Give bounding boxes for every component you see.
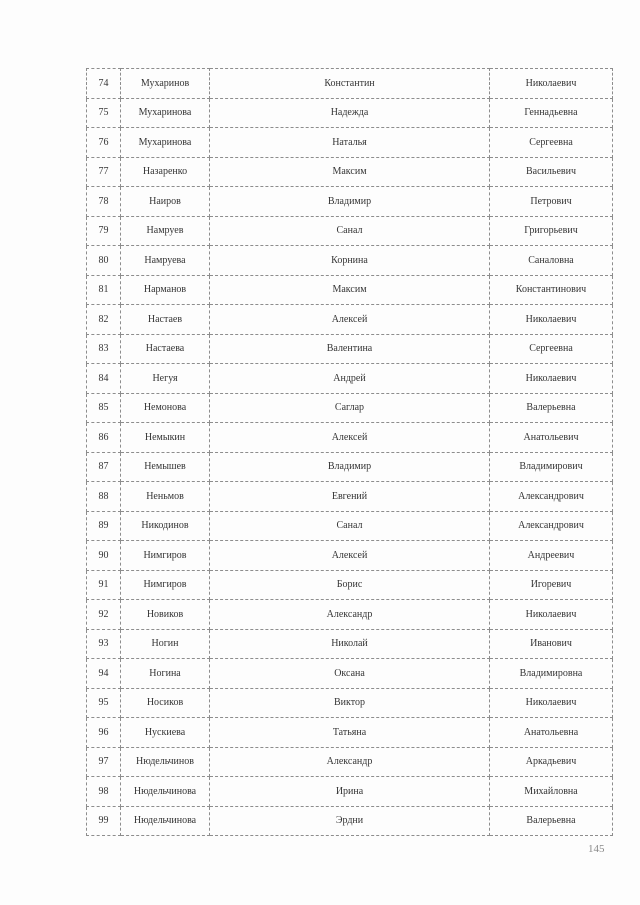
first-name-cell: Корнина [210,246,490,276]
first-name-cell: Владимир [210,452,490,482]
last-name-cell: Нускиева [121,718,210,748]
table-row [87,482,613,512]
row-number-cell: 99 [87,806,121,836]
first-name-cell: Саглар [210,393,490,423]
table-row [87,305,613,335]
first-name-cell: Татьяна [210,718,490,748]
patronymic-cell: Игоревич [490,570,613,600]
row-number-cell: 93 [87,629,121,659]
row-number-cell: 92 [87,600,121,630]
last-name-cell: Ногина [121,659,210,689]
first-name-cell: Александр [210,600,490,630]
patronymic-cell: Николаевич [490,688,613,718]
last-name-cell: Ногин [121,629,210,659]
row-number-cell: 81 [87,275,121,305]
last-name-cell: Намруева [121,246,210,276]
patronymic-cell: Григорьевич [490,216,613,246]
table-row [87,423,613,453]
first-name-cell: Виктор [210,688,490,718]
row-number-cell: 86 [87,423,121,453]
first-name-cell: Николай [210,629,490,659]
row-number-cell: 82 [87,305,121,335]
patronymic-cell: Васильевич [490,157,613,187]
table-row [87,452,613,482]
first-name-cell: Валентина [210,334,490,364]
table-row [87,334,613,364]
last-name-cell: Нюдельчинов [121,747,210,777]
patronymic-cell: Петрович [490,187,613,217]
last-name-cell: Наиров [121,187,210,217]
table-row [87,275,613,305]
last-name-cell: Нимгиров [121,570,210,600]
first-name-cell: Оксана [210,659,490,689]
last-name-cell: Неньмов [121,482,210,512]
last-name-cell: Новиков [121,600,210,630]
patronymic-cell: Николаевич [490,364,613,394]
patronymic-cell: Михайловна [490,777,613,807]
roster-table [86,68,613,836]
row-number-cell: 85 [87,393,121,423]
first-name-cell: Наталья [210,128,490,158]
table-row [87,393,613,423]
last-name-cell: Нюдельчинова [121,806,210,836]
first-name-cell: Владимир [210,187,490,217]
first-name-cell: Максим [210,157,490,187]
row-number-cell: 87 [87,452,121,482]
table-row [87,718,613,748]
table-row [87,246,613,276]
patronymic-cell: Анатольевич [490,423,613,453]
patronymic-cell: Андреевич [490,541,613,571]
first-name-cell: Санал [210,511,490,541]
table-row [87,777,613,807]
table-row [87,688,613,718]
table-row [87,570,613,600]
row-number-cell: 77 [87,157,121,187]
patronymic-cell: Николаевич [490,600,613,630]
row-number-cell: 95 [87,688,121,718]
patronymic-cell: Валерьевна [490,393,613,423]
row-number-cell: 75 [87,98,121,128]
patronymic-cell: Александрович [490,482,613,512]
last-name-cell: Немыкин [121,423,210,453]
row-number-cell: 74 [87,69,121,99]
row-number-cell: 88 [87,482,121,512]
table-row [87,128,613,158]
last-name-cell: Мухаринова [121,128,210,158]
first-name-cell: Ирина [210,777,490,807]
last-name-cell: Намруев [121,216,210,246]
table-row [87,806,613,836]
patronymic-cell: Владимировна [490,659,613,689]
last-name-cell: Настаев [121,305,210,335]
patronymic-cell: Константинович [490,275,613,305]
table-row [87,600,613,630]
last-name-cell: Нарманов [121,275,210,305]
row-number-cell: 84 [87,364,121,394]
first-name-cell: Александр [210,747,490,777]
last-name-cell: Никодинов [121,511,210,541]
last-name-cell: Настаева [121,334,210,364]
row-number-cell: 96 [87,718,121,748]
row-number-cell: 98 [87,777,121,807]
first-name-cell: Алексей [210,541,490,571]
row-number-cell: 78 [87,187,121,217]
row-number-cell: 89 [87,511,121,541]
patronymic-cell: Сергеевна [490,334,613,364]
row-number-cell: 80 [87,246,121,276]
last-name-cell: Немонова [121,393,210,423]
row-number-cell: 83 [87,334,121,364]
table-row [87,216,613,246]
first-name-cell: Алексей [210,423,490,453]
row-number-cell: 97 [87,747,121,777]
patronymic-cell: Сергеевна [490,128,613,158]
patronymic-cell: Валерьевна [490,806,613,836]
roster-table-body [87,69,613,836]
table-row [87,659,613,689]
first-name-cell: Константин [210,69,490,99]
row-number-cell: 94 [87,659,121,689]
last-name-cell: Назаренко [121,157,210,187]
table-row [87,541,613,571]
first-name-cell: Алексей [210,305,490,335]
row-number-cell: 79 [87,216,121,246]
page-number: 145 [588,843,605,855]
table-row [87,511,613,541]
table-row [87,364,613,394]
patronymic-cell: Николаевич [490,69,613,99]
last-name-cell: Мухаринова [121,98,210,128]
last-name-cell: Нюдельчинова [121,777,210,807]
table-row [87,629,613,659]
patronymic-cell: Саналовна [490,246,613,276]
row-number-cell: 91 [87,570,121,600]
first-name-cell: Евгений [210,482,490,512]
first-name-cell: Эрдни [210,806,490,836]
last-name-cell: Носиков [121,688,210,718]
first-name-cell: Максим [210,275,490,305]
last-name-cell: Негуя [121,364,210,394]
first-name-cell: Санал [210,216,490,246]
first-name-cell: Андрей [210,364,490,394]
first-name-cell: Надежда [210,98,490,128]
last-name-cell: Нимгиров [121,541,210,571]
last-name-cell: Мухаринов [121,69,210,99]
patronymic-cell: Аркадьевич [490,747,613,777]
patronymic-cell: Николаевич [490,305,613,335]
row-number-cell: 76 [87,128,121,158]
table-row [87,69,613,99]
last-name-cell: Немышев [121,452,210,482]
table-row [87,747,613,777]
patronymic-cell: Александрович [490,511,613,541]
patronymic-cell: Иванович [490,629,613,659]
patronymic-cell: Анатольевна [490,718,613,748]
row-number-cell: 90 [87,541,121,571]
patronymic-cell: Геннадьевна [490,98,613,128]
table-row [87,157,613,187]
table-row [87,187,613,217]
first-name-cell: Борис [210,570,490,600]
table-row [87,98,613,128]
patronymic-cell: Владимирович [490,452,613,482]
